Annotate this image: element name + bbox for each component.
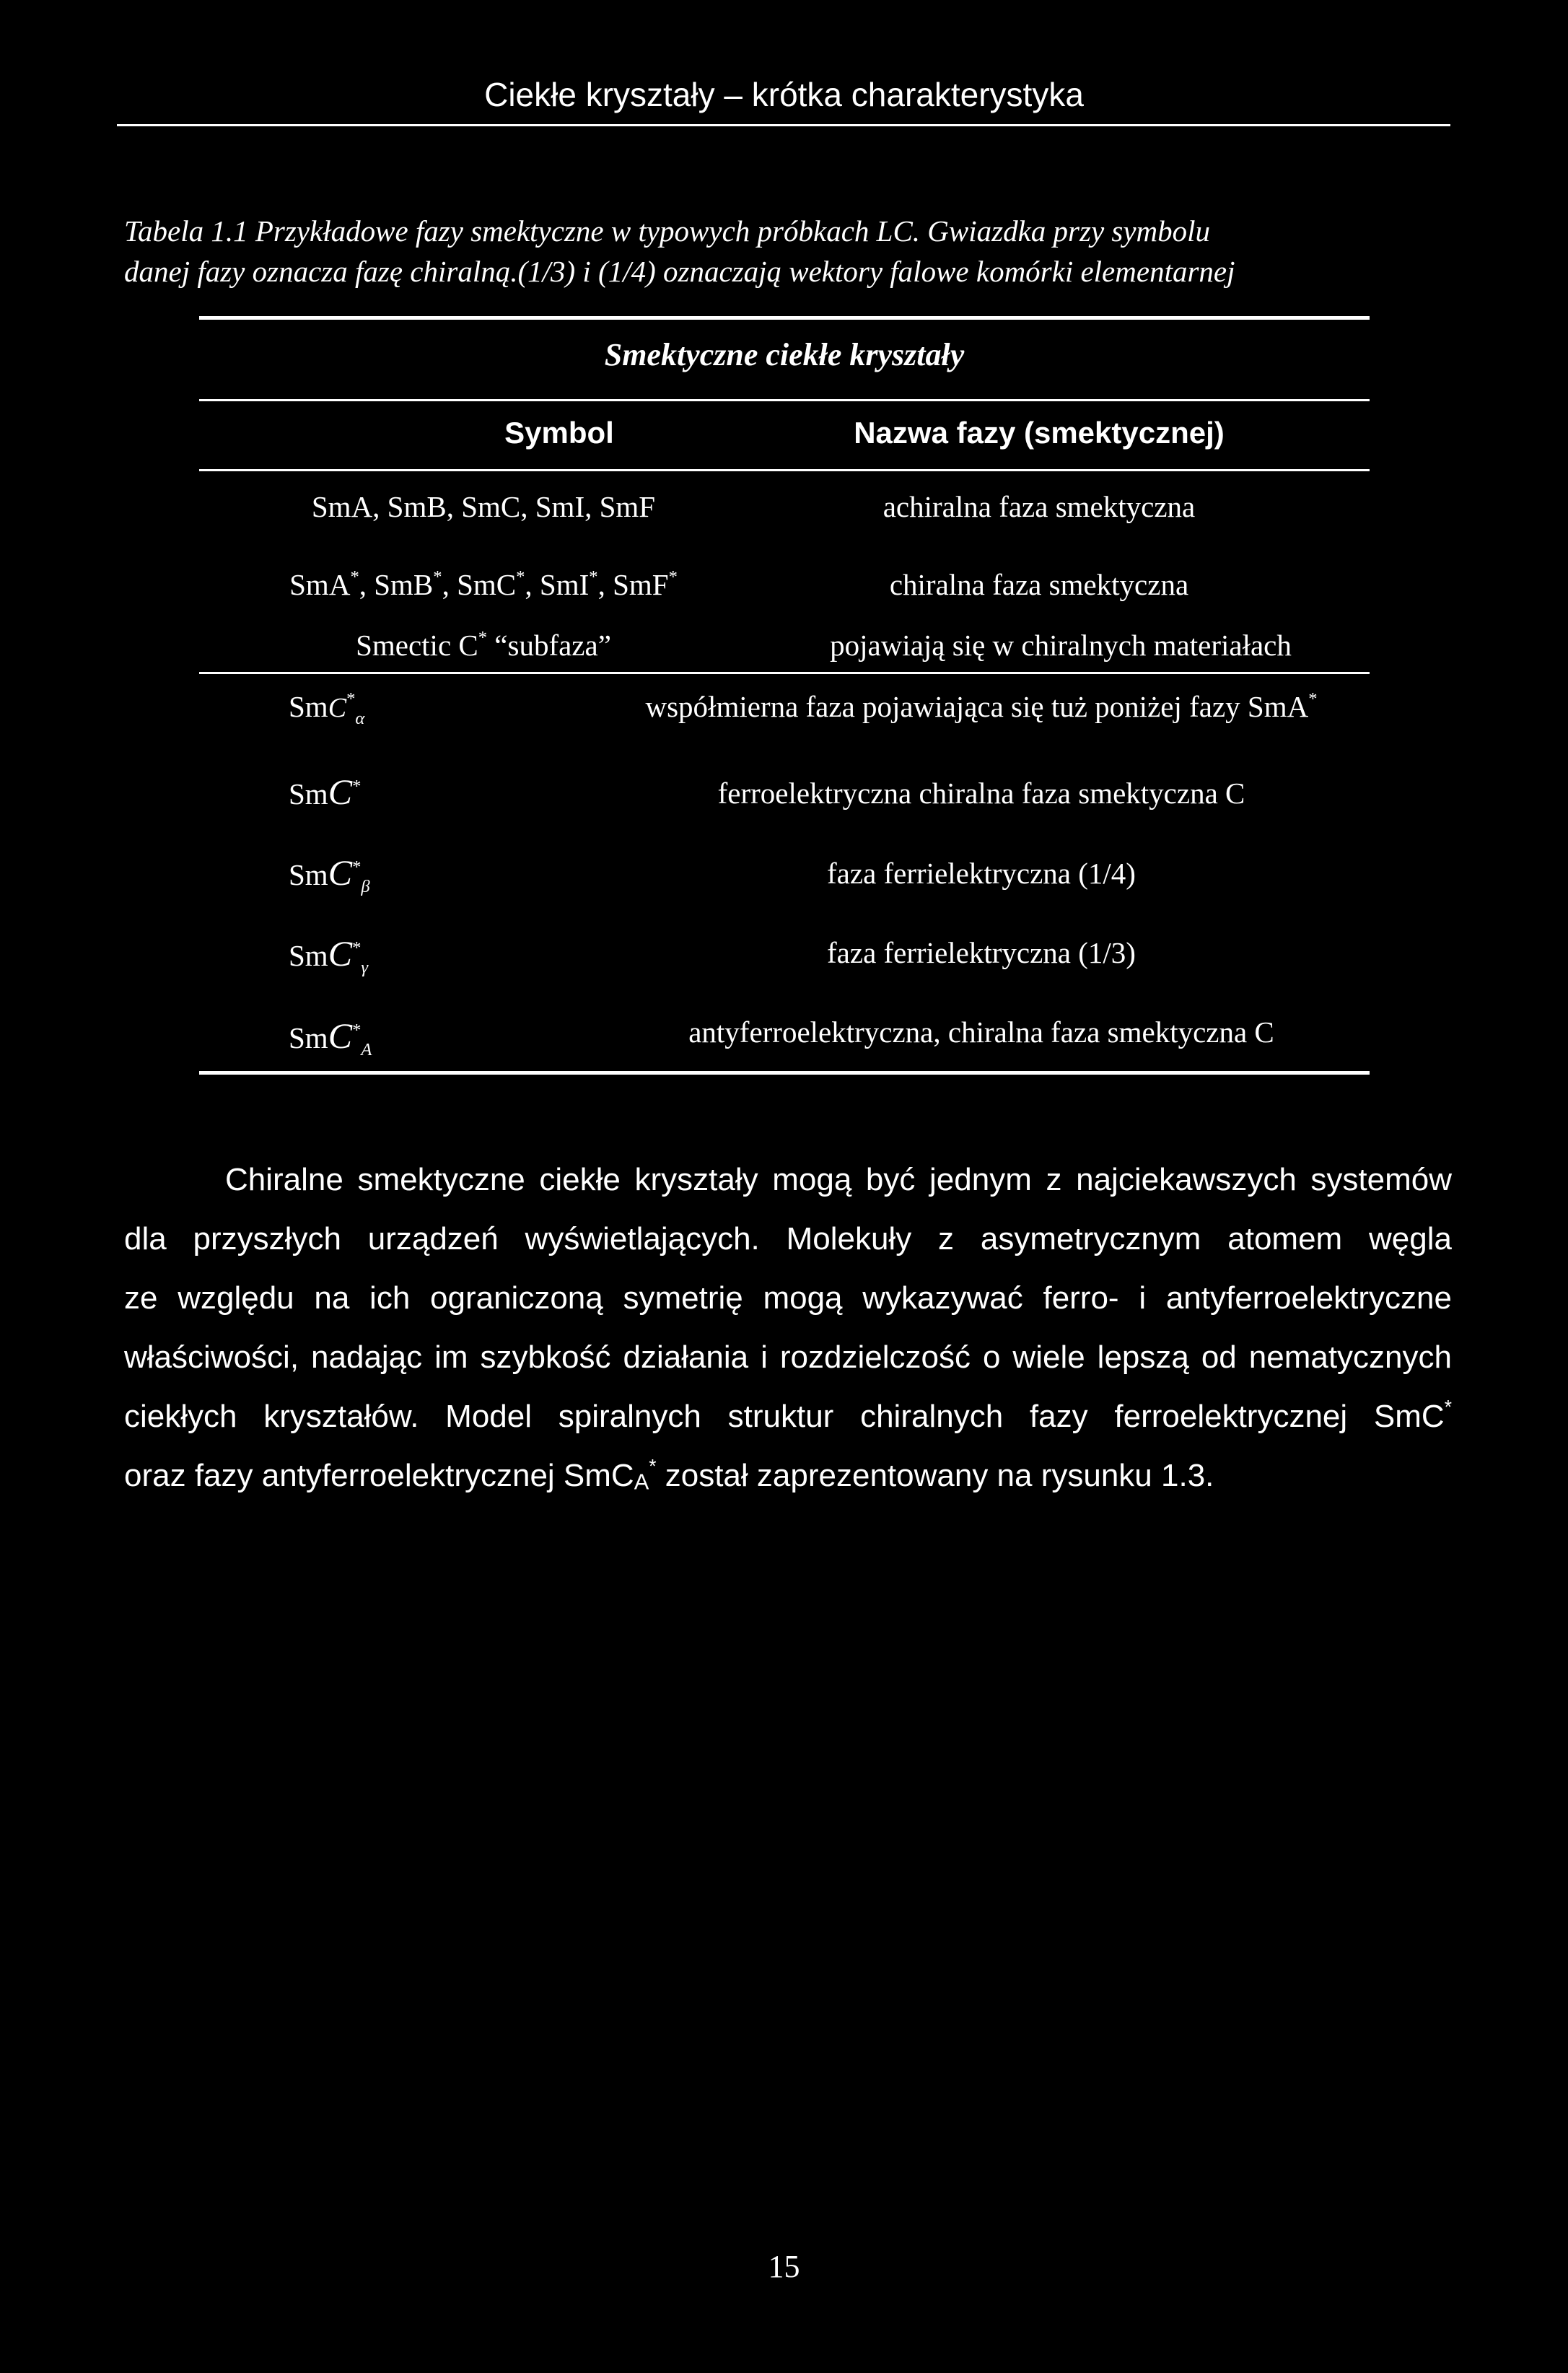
row-chiral-symbol	[238, 567, 729, 602]
subphase-rule	[199, 672, 1370, 674]
symbol-smc: , SmC	[442, 568, 517, 601]
header-rule	[117, 124, 1450, 126]
line-text: oraz fazy antyferroelektrycznej SmC	[124, 1458, 634, 1493]
row-subphase-name: pojawiają się w chiralnych materiałach	[830, 629, 1292, 662]
star: *	[346, 689, 356, 709]
body-paragraph	[124, 1150, 1452, 1505]
table-title-rule	[199, 399, 1370, 401]
star: *	[352, 776, 362, 796]
paragraph-line	[124, 1446, 1452, 1505]
sm-text: Sm	[289, 1021, 328, 1054]
symbol-smb: , SmB	[359, 568, 434, 601]
sm-text: Sm	[289, 939, 328, 972]
star: *	[589, 567, 598, 587]
subfaza-label: “subfaza”	[487, 629, 611, 662]
caption-line-1: Tabela 1.1 Przykładowe fazy smektyczne w typowych próbkach LC. Gwiazdka przy symbolu	[124, 214, 1211, 248]
table-bottom-rule	[199, 1071, 1370, 1075]
star: *	[668, 567, 678, 587]
subscript: A	[361, 1039, 372, 1059]
line-text: został zaprezentowany na rysunku 1.3.	[656, 1458, 1214, 1493]
star: *	[516, 567, 525, 587]
name-text: współmierna faza pojawiająca się tuż poniżej fazy SmA	[645, 690, 1309, 723]
star: *	[1308, 689, 1318, 709]
subscript: α	[355, 708, 365, 728]
paragraph-line: Chiralne smektyczne ciekłe kryształy mogą być jednym z najciekawszych systemów	[225, 1162, 1452, 1197]
subphase-name-c: ferroelektryczna chiralna faza smektyczna C	[717, 777, 1245, 810]
column-header-rule	[199, 469, 1370, 471]
star: *	[352, 1020, 362, 1040]
subphase-name-a: antyferroelektryczna, chiralna faza smektyczna C	[688, 1015, 1274, 1049]
table-title: Smektyczne ciekłe kryształy	[604, 337, 965, 372]
c-symbol: C	[328, 772, 353, 812]
star: *	[352, 938, 362, 958]
subphase-symbol-a	[289, 1015, 462, 1057]
subscript: β	[361, 876, 370, 896]
star: *	[649, 1455, 657, 1477]
column-header-name: Nazwa fazy (smektycznej)	[854, 416, 1225, 450]
symbol-smi: , SmI	[525, 568, 590, 601]
symbol-smf: , SmF	[597, 568, 669, 601]
sm-text: Sm	[289, 690, 328, 723]
subphase-symbol-gamma	[289, 932, 462, 977]
paragraph-line	[124, 1387, 1452, 1446]
star: *	[352, 857, 362, 877]
star: *	[1444, 1396, 1452, 1418]
c-symbol: C	[328, 933, 353, 974]
paragraph-line: dla przyszłych urządzeń wyświetlających. Molekuły z asymetrycznym atomem węgla	[124, 1221, 1452, 1257]
c-symbol: C	[328, 1015, 353, 1056]
sm-text: Sm	[289, 777, 328, 810]
subphase-symbol-beta	[289, 852, 462, 896]
row-subphase-symbol	[238, 628, 729, 663]
subphase-symbol-alpha	[289, 689, 462, 728]
page-number: 15	[768, 2249, 800, 2284]
running-header: Ciekłe kryształy – krótka charakterystyka	[484, 76, 1084, 113]
row-chiral-name: chiralna faza smektyczna	[889, 568, 1189, 601]
subphase-name-beta: faza ferrielektryczna (1/4)	[827, 857, 1136, 890]
table-top-rule	[199, 316, 1370, 320]
smectic-c-label: Smectic C	[356, 629, 478, 662]
line-text: ciekłych kryształów. Model spiralnych struktur chiralnych fazy ferroelektrycznej SmC	[124, 1399, 1445, 1434]
star: *	[478, 627, 488, 647]
paragraph-line: ze względu na ich ograniczoną symetrię mogą wykazywać ferro- i antyferroelektryczne	[124, 1280, 1452, 1316]
row-achiral-name: achiralna faza smektyczna	[882, 490, 1196, 523]
row-achiral-symbol: SmA, SmB, SmC, SmI, SmF	[311, 490, 656, 523]
c-symbol: C	[328, 693, 347, 723]
symbol-sma: SmA	[289, 568, 351, 601]
caption-line-2: danej fazy oznacza fazę chiralną.(1/3) i (1/4) oznaczają wektory falowe komórki elementarnej	[124, 255, 1235, 288]
column-header-symbol: Symbol	[504, 416, 614, 450]
subphase-name-alpha	[476, 689, 1486, 724]
sm-text: Sm	[289, 858, 328, 891]
star: *	[433, 567, 442, 587]
c-symbol: C	[328, 852, 353, 893]
star: *	[350, 567, 359, 587]
table-caption	[124, 211, 1459, 292]
paragraph-line: właściwości, nadając im szybkość działania i rozdzielczość o wiele lepszą od nematycznych	[124, 1340, 1452, 1375]
subscript: A	[634, 1469, 649, 1495]
subphase-symbol-c	[289, 771, 462, 813]
subscript: γ	[361, 957, 369, 977]
subphase-name-gamma: faza ferrielektryczna (1/3)	[827, 936, 1136, 969]
